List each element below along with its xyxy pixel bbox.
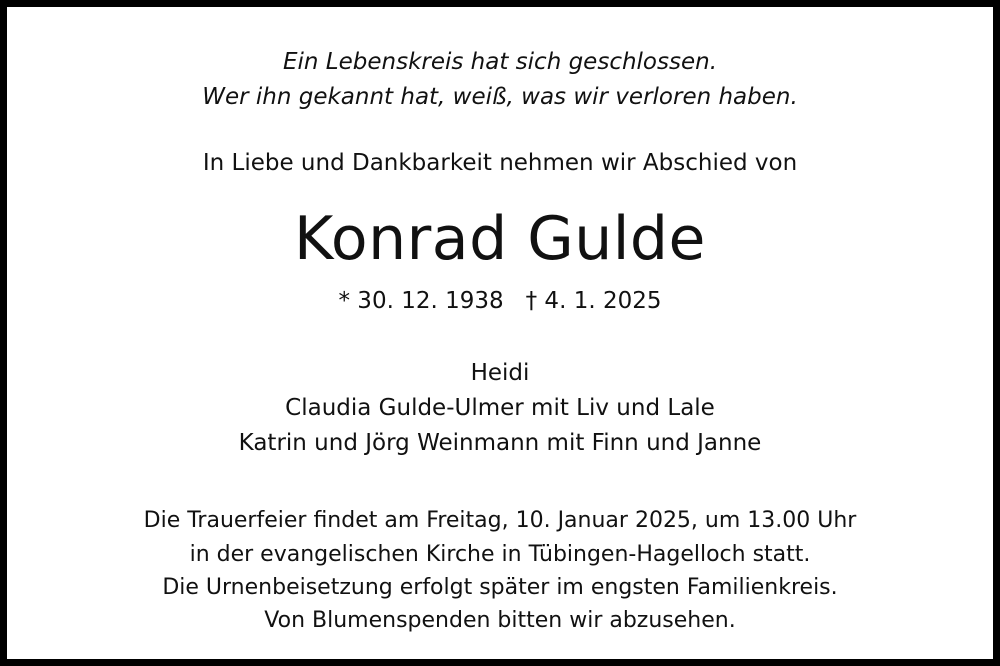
info-line-2: in der evangelischen Kirche in Tübingen-Hagelloch statt. xyxy=(189,542,811,567)
info-line-4: Von Blumenspenden bitten wir abzusehen. xyxy=(264,608,736,633)
family-member-1: Heidi xyxy=(470,360,530,386)
death-date: † 4. 1. 2025 xyxy=(525,288,662,314)
family-member-3: Katrin und Jörg Weinmann mit Finn und Janne xyxy=(238,430,762,456)
quote-line-1: Ein Lebenskreis hat sich geschlossen. xyxy=(282,49,718,75)
quote-line-2: Wer ihn gekannt hat, weiß, was wir verloren haben. xyxy=(202,84,798,110)
info-line-1: Die Trauerfeier findet am Freitag, 10. Januar 2025, um 13.00 Uhr xyxy=(143,508,857,533)
life-dates xyxy=(7,288,993,314)
info-line-3: Die Urnenbeisetzung erfolgt später im engsten Familienkreis. xyxy=(162,575,838,600)
family-member-2: Claudia Gulde-Ulmer mit Liv und Lale xyxy=(285,395,715,421)
deceased-name: Konrad Gulde xyxy=(294,204,706,274)
intro-text: In Liebe und Dankbarkeit nehmen wir Abschied von xyxy=(202,150,798,176)
birth-date: * 30. 12. 1938 xyxy=(338,288,504,314)
